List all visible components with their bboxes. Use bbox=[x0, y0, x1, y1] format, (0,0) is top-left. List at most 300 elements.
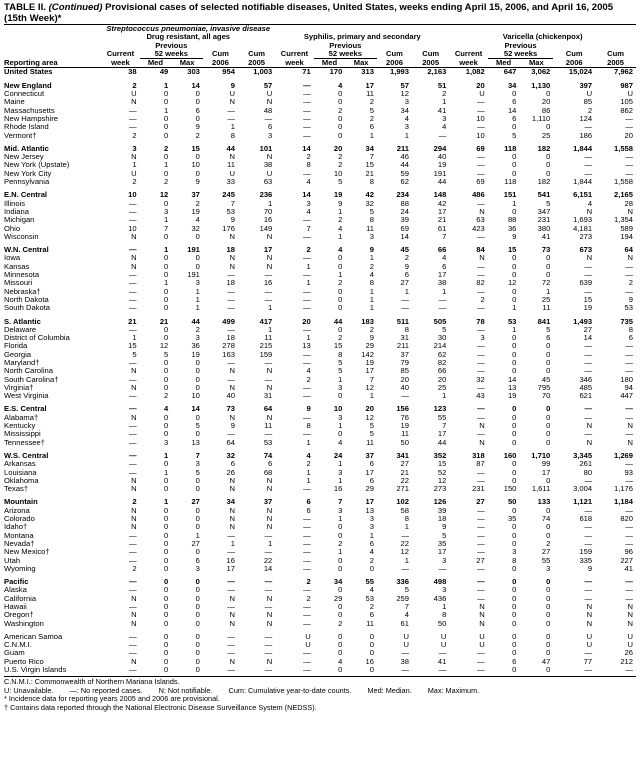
table-row bbox=[4, 98, 636, 106]
value-cell: — bbox=[584, 666, 593, 675]
weeks52-label: 52 weeks bbox=[314, 50, 377, 59]
value-cell: 0 bbox=[512, 271, 517, 280]
area-cell: Oklahoma bbox=[4, 476, 39, 485]
value-cell: 2 bbox=[369, 556, 374, 565]
value-cell: 3 bbox=[338, 506, 343, 515]
value-cell: 236 bbox=[259, 191, 273, 200]
value-cell: 16 bbox=[365, 657, 374, 666]
value-cell: N bbox=[479, 438, 485, 447]
value-cell: 2 bbox=[369, 262, 374, 271]
value-cell: 0 bbox=[164, 123, 169, 132]
value-cell: — bbox=[303, 216, 311, 225]
cum-label: Cum bbox=[211, 49, 229, 59]
value-cell: — bbox=[438, 295, 447, 304]
value-cell: N bbox=[229, 657, 235, 666]
value-cell: 44 bbox=[191, 317, 200, 326]
region-row bbox=[4, 498, 636, 506]
area-cell: New England bbox=[4, 81, 52, 90]
value-cell: 11 bbox=[366, 90, 374, 99]
value-cell: 0 bbox=[164, 506, 169, 515]
value-cell: 44 bbox=[437, 438, 447, 447]
value-cell: 0 bbox=[195, 485, 200, 494]
value-cell: 0 bbox=[338, 254, 343, 263]
value-cell: 16 bbox=[333, 485, 343, 494]
value-cell: U bbox=[479, 632, 485, 641]
value-cell: 9 bbox=[369, 334, 374, 343]
area-cell: District of Columbia bbox=[4, 334, 70, 343]
value-cell: 1 bbox=[164, 161, 169, 170]
value-cell: 1 bbox=[338, 515, 343, 524]
value-cell: 0 bbox=[164, 657, 169, 666]
value-cell: 11 bbox=[401, 430, 409, 439]
value-cell: 0 bbox=[164, 523, 169, 532]
value-cell: 10 bbox=[476, 114, 485, 123]
value-cell: 0 bbox=[512, 564, 517, 573]
value-cell: — bbox=[477, 98, 485, 107]
value-cell: — bbox=[625, 539, 633, 548]
value-cell: 1 bbox=[512, 325, 517, 334]
value-cell: 0 bbox=[512, 632, 517, 641]
value-cell: N bbox=[229, 254, 235, 263]
value-cell: — bbox=[401, 304, 409, 313]
value-cell: 1 bbox=[369, 287, 374, 296]
value-cell: — bbox=[264, 271, 273, 280]
value-cell: N bbox=[479, 254, 485, 263]
value-cell: N bbox=[131, 383, 137, 392]
value-cell: 0 bbox=[512, 531, 517, 540]
value-cell: — bbox=[477, 666, 485, 675]
value-cell: 0 bbox=[338, 611, 343, 620]
value-cell: 22 bbox=[263, 556, 273, 565]
value-cell: 20 bbox=[476, 81, 485, 90]
value-cell: 27 bbox=[476, 556, 485, 565]
value-cell: 0 bbox=[546, 578, 551, 587]
value-cell: — bbox=[129, 279, 137, 288]
value-cell: 11 bbox=[366, 224, 374, 233]
value-cell: N bbox=[229, 594, 235, 603]
value-cell: 1,003 bbox=[253, 67, 273, 77]
value-cell: 0 bbox=[338, 392, 343, 401]
value-cell: 0 bbox=[546, 413, 551, 422]
value-cell: 26 bbox=[624, 649, 633, 658]
value-cell: 33 bbox=[226, 178, 235, 187]
value-cell: 1 bbox=[338, 460, 343, 469]
value-cell: 1 bbox=[442, 98, 447, 107]
area-cell: Tennessee† bbox=[4, 438, 45, 447]
value-cell: — bbox=[264, 358, 273, 367]
region-row bbox=[4, 68, 636, 77]
value-cell: 2 bbox=[306, 594, 311, 603]
value-cell: U bbox=[266, 169, 273, 178]
value-cell: 5 bbox=[369, 422, 374, 431]
value-cell: 22 bbox=[400, 476, 409, 485]
value-cell: 18 bbox=[226, 279, 235, 288]
value-cell: — bbox=[129, 106, 137, 115]
value-cell: 74 bbox=[541, 515, 551, 524]
value-cell: 0 bbox=[195, 632, 200, 641]
value-cell: — bbox=[303, 515, 311, 524]
table-row bbox=[4, 334, 636, 342]
value-cell: U bbox=[305, 641, 311, 650]
value-cell: 9 bbox=[230, 422, 235, 431]
value-cell: 621 bbox=[579, 392, 593, 401]
table-row bbox=[4, 178, 636, 186]
value-cell: 1 bbox=[195, 287, 200, 296]
value-cell: 618 bbox=[579, 515, 593, 524]
value-cell: 1,611 bbox=[531, 485, 551, 494]
area-cell: South Carolina† bbox=[4, 375, 59, 384]
table-row bbox=[4, 439, 636, 447]
value-cell: 191 bbox=[433, 169, 447, 178]
value-cell: 2 bbox=[587, 106, 593, 115]
value-cell: — bbox=[625, 169, 633, 178]
value-cell: 50 bbox=[437, 619, 447, 628]
table-row bbox=[4, 392, 636, 400]
value-cell: 4 bbox=[442, 123, 447, 132]
value-cell: 4 bbox=[338, 81, 343, 90]
value-cell: 40 bbox=[226, 392, 235, 401]
value-cell: 1 bbox=[512, 199, 517, 208]
value-cell: 191 bbox=[187, 246, 200, 255]
value-cell: 8 bbox=[306, 161, 311, 170]
value-cell: — bbox=[264, 586, 273, 595]
value-cell: — bbox=[129, 666, 137, 675]
value-cell: 3 bbox=[442, 556, 447, 565]
value-cell: 9 bbox=[195, 123, 200, 132]
value-cell: 0 bbox=[164, 169, 169, 178]
area-cell: Louisiana bbox=[4, 468, 37, 477]
value-cell: 231 bbox=[537, 216, 551, 225]
table-row bbox=[4, 658, 636, 666]
value-cell: N bbox=[479, 207, 485, 216]
value-cell: 17 bbox=[365, 498, 374, 507]
value-cell: 1 bbox=[164, 451, 169, 460]
value-cell: 273 bbox=[579, 232, 593, 241]
value-cell: 5 bbox=[369, 430, 374, 439]
value-cell: 1,082 bbox=[465, 67, 485, 77]
value-cell: 42 bbox=[437, 199, 447, 208]
value-cell: 55 bbox=[437, 413, 447, 422]
value-cell: 9 bbox=[195, 178, 200, 187]
value-cell: 0 bbox=[164, 594, 169, 603]
value-cell: N bbox=[229, 232, 235, 241]
value-cell: 2 bbox=[338, 279, 343, 288]
value-cell: 142 bbox=[361, 350, 374, 359]
value-cell: 0 bbox=[512, 460, 517, 469]
value-cell: 0 bbox=[369, 564, 374, 573]
value-cell: 9 bbox=[338, 199, 343, 208]
value-cell: — bbox=[129, 539, 137, 548]
value-cell: — bbox=[477, 199, 485, 208]
value-cell: 35 bbox=[507, 515, 517, 524]
value-cell: — bbox=[584, 594, 593, 603]
value-cell: 44 bbox=[226, 144, 235, 153]
area-cell: Guam bbox=[4, 649, 25, 658]
value-cell: 44 bbox=[400, 161, 409, 170]
value-cell: 0 bbox=[338, 603, 343, 611]
value-cell: 41 bbox=[624, 564, 633, 573]
value-cell: 118 bbox=[504, 178, 517, 187]
value-cell: 18 bbox=[226, 246, 235, 255]
value-cell: N bbox=[627, 619, 633, 628]
value-cell: 3 bbox=[442, 586, 447, 595]
value-cell: 0 bbox=[338, 90, 343, 99]
value-cell: — bbox=[303, 619, 311, 628]
value-cell: 1 bbox=[230, 539, 235, 548]
value-cell: 14 bbox=[263, 564, 273, 573]
value-cell: 9 bbox=[442, 523, 447, 532]
value-cell: — bbox=[401, 531, 409, 540]
value-cell: 0 bbox=[195, 641, 200, 650]
value-cell: 44 bbox=[437, 178, 447, 187]
value-cell: 336 bbox=[396, 578, 409, 587]
value-cell: 6 bbox=[195, 556, 200, 565]
value-cell: 211 bbox=[396, 342, 409, 351]
value-cell: 151 bbox=[503, 191, 517, 200]
value-cell: 21 bbox=[365, 169, 374, 178]
value-cell: N bbox=[627, 207, 633, 216]
value-cell: 271 bbox=[396, 485, 409, 494]
value-cell: U bbox=[627, 632, 633, 641]
value-cell: — bbox=[625, 358, 633, 367]
value-cell: 1 bbox=[306, 468, 311, 477]
value-cell: 3 bbox=[306, 199, 311, 208]
value-cell: — bbox=[584, 405, 593, 414]
value-cell: 0 bbox=[164, 632, 169, 641]
value-cell: 8 bbox=[369, 216, 374, 225]
value-cell: — bbox=[303, 131, 311, 140]
value-cell: 9 bbox=[404, 262, 409, 271]
value-cell: — bbox=[227, 295, 235, 304]
value-cell: 447 bbox=[620, 392, 633, 401]
value-cell: — bbox=[227, 114, 235, 123]
value-cell: 0 bbox=[195, 548, 200, 557]
table-row bbox=[4, 367, 636, 375]
value-cell: 4 bbox=[369, 548, 374, 557]
value-cell: 1 bbox=[546, 287, 551, 296]
value-cell: 63 bbox=[263, 178, 273, 187]
value-cell: 1,993 bbox=[389, 67, 409, 77]
table-body bbox=[4, 68, 636, 674]
value-cell: 6 bbox=[268, 460, 273, 469]
value-cell: 5 bbox=[132, 350, 137, 359]
value-cell: 93 bbox=[624, 468, 633, 477]
value-cell: 1,710 bbox=[531, 451, 551, 460]
value-cell: 841 bbox=[537, 317, 551, 326]
region-row bbox=[4, 191, 636, 199]
value-cell: 231 bbox=[472, 485, 485, 494]
disease-header-varicella: Varicella (chickenpox) bbox=[502, 32, 583, 42]
value-cell: N bbox=[229, 506, 235, 515]
value-cell: 12 bbox=[507, 279, 517, 288]
value-cell: 380 bbox=[537, 224, 551, 233]
value-cell: 0 bbox=[164, 611, 169, 620]
value-cell: 4 bbox=[338, 438, 343, 447]
value-cell: 0 bbox=[369, 649, 374, 658]
value-cell: N bbox=[131, 262, 137, 271]
value-cell: 0 bbox=[512, 603, 517, 611]
value-cell: — bbox=[625, 287, 633, 296]
value-cell: 3 bbox=[164, 438, 169, 447]
area-cell: Michigan bbox=[4, 216, 35, 225]
area-cell: Connecticut bbox=[4, 90, 45, 99]
value-cell: 0 bbox=[164, 114, 169, 123]
value-cell: 22 bbox=[400, 539, 409, 548]
value-cell: 163 bbox=[222, 350, 235, 359]
value-cell: 99 bbox=[541, 460, 551, 469]
value-cell: 0 bbox=[195, 586, 200, 595]
value-cell: N bbox=[586, 422, 593, 431]
value-cell: N bbox=[586, 254, 593, 263]
value-cell: 6 bbox=[195, 106, 200, 115]
current-label: Current bbox=[280, 49, 309, 59]
value-cell: 423 bbox=[472, 224, 485, 233]
value-cell: 1 bbox=[268, 199, 273, 208]
value-cell: 0 bbox=[164, 325, 169, 334]
value-cell: 0 bbox=[512, 666, 517, 675]
value-cell: 118 bbox=[504, 144, 517, 153]
value-cell: 6 bbox=[369, 476, 374, 485]
value-cell: — bbox=[303, 383, 311, 392]
value-cell: 1 bbox=[164, 81, 169, 90]
value-cell: 21 bbox=[159, 317, 169, 326]
value-cell: N bbox=[229, 476, 235, 485]
value-cell: 0 bbox=[164, 603, 169, 611]
table-row bbox=[4, 469, 636, 477]
value-cell: 32 bbox=[226, 451, 235, 460]
value-cell: 85 bbox=[400, 367, 409, 376]
value-cell: 0 bbox=[164, 131, 169, 140]
value-cell: 3 bbox=[195, 460, 200, 469]
value-cell: 0 bbox=[546, 506, 551, 515]
value-cell: 862 bbox=[620, 106, 633, 115]
value-cell: N bbox=[627, 422, 633, 431]
value-cell: 278 bbox=[222, 342, 235, 351]
value-cell: 3 bbox=[338, 383, 343, 392]
value-cell: 0 bbox=[164, 564, 169, 573]
value-cell: 1 bbox=[404, 523, 409, 532]
value-cell: 2,163 bbox=[427, 67, 447, 77]
value-cell: 14 bbox=[400, 232, 409, 241]
value-cell: N bbox=[266, 619, 273, 628]
value-cell: — bbox=[303, 392, 311, 401]
value-cell: 37 bbox=[400, 350, 409, 359]
value-cell: 0 bbox=[195, 657, 200, 666]
value-cell: 8 bbox=[230, 131, 235, 140]
value-cell: 27 bbox=[541, 548, 551, 557]
value-cell: — bbox=[129, 271, 137, 280]
value-cell: 417 bbox=[259, 317, 273, 326]
value-cell: 10 bbox=[128, 224, 137, 233]
value-cell: 12 bbox=[365, 413, 374, 422]
value-cell: U bbox=[440, 632, 447, 641]
previous-label: Previous bbox=[329, 41, 362, 50]
value-cell: — bbox=[303, 603, 311, 611]
value-cell: 26 bbox=[226, 468, 235, 477]
value-cell: 9 bbox=[230, 216, 235, 225]
value-cell: 159 bbox=[579, 548, 593, 557]
value-cell: 2 bbox=[338, 539, 343, 548]
value-cell: 0 bbox=[195, 262, 200, 271]
value-cell: 182 bbox=[537, 178, 551, 187]
value-cell: — bbox=[129, 603, 137, 611]
value-cell: 4 bbox=[404, 114, 409, 123]
value-cell: — bbox=[129, 246, 137, 255]
value-cell: 6 bbox=[369, 460, 374, 469]
value-cell: 14 bbox=[583, 334, 593, 343]
table-row bbox=[4, 595, 636, 603]
table-row bbox=[4, 288, 636, 296]
value-cell: 5 bbox=[512, 131, 517, 140]
value-cell: 183 bbox=[361, 317, 374, 326]
area-cell: Mississippi bbox=[4, 430, 41, 439]
value-cell: 11 bbox=[264, 422, 273, 431]
value-cell: 4 bbox=[404, 611, 409, 620]
value-cell: 13 bbox=[507, 383, 517, 392]
value-cell: 0 bbox=[338, 123, 343, 132]
value-cell: 2 bbox=[369, 98, 374, 107]
cum-label: Cum bbox=[248, 49, 266, 59]
value-cell: 0 bbox=[546, 438, 551, 447]
value-cell: — bbox=[584, 367, 593, 376]
value-cell: — bbox=[438, 649, 447, 658]
value-cell: 2 bbox=[338, 216, 343, 225]
value-cell: 0 bbox=[546, 586, 551, 595]
table-row bbox=[4, 611, 636, 619]
table-row bbox=[4, 523, 636, 531]
value-cell: N bbox=[266, 515, 273, 524]
value-cell: 735 bbox=[620, 317, 633, 326]
value-cell: 2 bbox=[306, 375, 311, 384]
value-cell: 11 bbox=[366, 619, 374, 628]
value-cell: 1,269 bbox=[613, 451, 633, 460]
value-cell: 27 bbox=[476, 498, 485, 507]
value-cell: — bbox=[303, 485, 311, 494]
value-cell: 0 bbox=[195, 232, 200, 241]
value-cell: 32 bbox=[191, 224, 200, 233]
value-cell: — bbox=[477, 476, 485, 485]
value-cell: — bbox=[584, 350, 593, 359]
title-prefix: TABLE II. bbox=[4, 2, 46, 13]
value-cell: — bbox=[303, 611, 311, 620]
value-cell: 0 bbox=[338, 98, 343, 107]
value-cell: N bbox=[229, 413, 235, 422]
area-cell: Virginia† bbox=[4, 383, 34, 392]
value-cell: — bbox=[129, 295, 137, 304]
value-cell: 68 bbox=[263, 468, 273, 477]
value-cell: 6 bbox=[512, 114, 517, 123]
value-cell: 0 bbox=[512, 350, 517, 359]
value-cell: 1 bbox=[512, 304, 517, 313]
value-cell: — bbox=[264, 375, 273, 384]
value-cell: 541 bbox=[537, 191, 551, 200]
value-cell: 1 bbox=[164, 246, 169, 255]
area-cell: Alaska bbox=[4, 586, 27, 595]
value-cell: 88 bbox=[507, 216, 517, 225]
value-cell: — bbox=[129, 578, 137, 587]
value-cell: 4 bbox=[164, 405, 169, 414]
value-cell: 10 bbox=[333, 405, 343, 414]
value-cell: U bbox=[586, 641, 593, 650]
value-cell: — bbox=[303, 287, 311, 296]
value-cell: — bbox=[625, 367, 633, 376]
value-cell: 0 bbox=[512, 468, 517, 477]
value-cell: 0 bbox=[164, 413, 169, 422]
value-cell: 14 bbox=[507, 106, 517, 115]
value-cell: 0 bbox=[546, 430, 551, 439]
value-cell: N bbox=[586, 207, 593, 216]
value-cell: — bbox=[129, 405, 137, 414]
